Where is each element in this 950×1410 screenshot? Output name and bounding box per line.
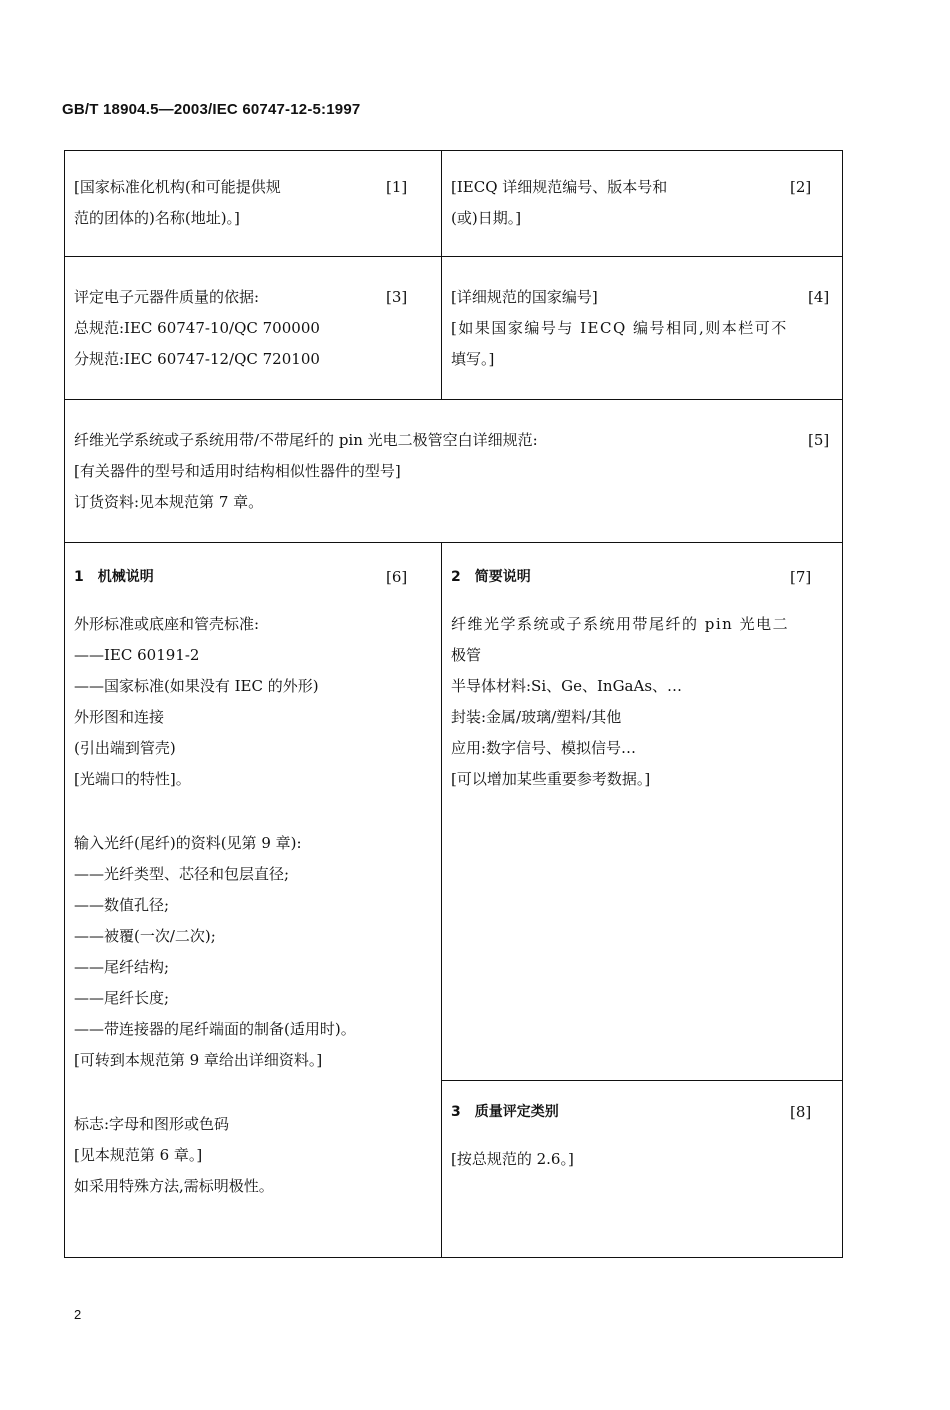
brief-description-block (451, 609, 789, 795)
cell-line: [按总规范的 2.6。] (451, 1150, 574, 1168)
mechanical-outline-block (74, 609, 319, 795)
cell-tag: [2] (790, 178, 812, 196)
cell-line: [可以增加某些重要参考数据。] (451, 770, 651, 788)
section-title-mechanical: 1 机械说明 (74, 569, 154, 585)
cell-tag: [4] (808, 288, 830, 306)
cell-line: 范的团体的)名称(地址)。] (74, 209, 240, 227)
cell-line: [光端口的特性]。 (74, 770, 191, 788)
cell-quality-basis (74, 282, 320, 375)
cell-line: 极管 (451, 646, 482, 664)
cell-line: 评定电子元器件质量的依据: (74, 288, 260, 306)
row-divider (64, 256, 843, 257)
cell-line: (引出端到管壳) (74, 739, 176, 757)
cell-line: ——尾纤结构; (74, 958, 170, 976)
cell-line: 填写。] (451, 350, 495, 368)
document-header: GB/T 18904.5—2003/IEC 60747-12-5:1997 (62, 101, 361, 118)
cell-line: 输入光纤(尾纤)的资料(见第 9 章): (74, 834, 302, 852)
cell-line: ——IEC 60191-2 (74, 646, 200, 664)
cell-line: [有关器件的型号和适用时结构相似性器件的型号] (74, 462, 401, 480)
mechanical-fiber-block (74, 828, 356, 1076)
column-divider (441, 542, 442, 1258)
cell-line: (或)日期。] (451, 209, 522, 227)
section-title-brief: 2 简要说明 (451, 569, 531, 585)
cell-tag: [8] (790, 1103, 812, 1121)
cell-tag: [5] (808, 431, 830, 449)
cell-line: 分规范:IEC 60747-12/QC 720100 (74, 350, 320, 368)
cell-line: 纤维光学系统或子系统用带/不带尾纤的 pin 光电二极管空白详细规范: (74, 431, 538, 449)
cell-line: ——尾纤长度; (74, 989, 170, 1007)
cell-tag: [6] (386, 568, 408, 586)
row-divider (64, 399, 843, 400)
cell-line: 总规范:IEC 60747-10/QC 700000 (74, 319, 320, 337)
cell-line: [详细规范的国家编号] (451, 288, 598, 306)
page-number: 2 (74, 1307, 82, 1322)
cell-line: 订货资料:见本规范第 7 章。 (74, 493, 264, 511)
cell-iecq-number (451, 172, 667, 234)
row-divider (64, 542, 843, 543)
mechanical-marking-block (74, 1109, 274, 1202)
cell-tag: [7] (790, 568, 812, 586)
cell-line: ——数值孔径; (74, 896, 170, 914)
cell-line: 外形图和连接 (74, 708, 165, 726)
section-title-quality: 3 质量评定类别 (451, 1104, 559, 1120)
cell-national-number (451, 282, 788, 375)
cell-line: 封装:金属/玻璃/塑料/其他 (451, 708, 622, 726)
quality-category-block (451, 1144, 574, 1175)
cell-line: 应用:数字信号、模拟信号… (451, 739, 637, 757)
cell-tag: [1] (386, 178, 408, 196)
cell-line: ——被覆(一次/二次); (74, 927, 216, 945)
cell-line: [国家标准化机构(和可能提供规 (74, 178, 281, 196)
cell-national-body (74, 172, 281, 234)
cell-line: ——国家标准(如果没有 IEC 的外形) (74, 677, 319, 695)
cell-line: [如果国家编号与 IECQ 编号相同,则本栏可不 (451, 319, 788, 337)
row-divider (441, 1080, 843, 1081)
cell-line: [IECQ 详细规范编号、版本号和 (451, 178, 668, 196)
cell-blank-spec-title (74, 425, 538, 518)
cell-line: ——带连接器的尾纤端面的制备(适用时)。 (74, 1020, 356, 1038)
cell-line: [见本规范第 6 章。] (74, 1146, 203, 1164)
cell-line: 半导体材料:Si、Ge、InGaAs、… (451, 677, 683, 695)
cell-line: [可转到本规范第 9 章给出详细资料。] (74, 1051, 323, 1069)
column-divider (441, 150, 442, 399)
cell-line: 外形标准或底座和管壳标准: (74, 615, 260, 633)
cell-line: ——光纤类型、芯径和包层直径; (74, 865, 290, 883)
cell-line: 如采用特殊方法,需标明极性。 (74, 1177, 274, 1195)
cell-tag: [3] (386, 288, 408, 306)
cell-line: 标志:字母和图形或色码 (74, 1115, 230, 1133)
cell-line: 纤维光学系统或子系统用带尾纤的 pin 光电二 (451, 615, 790, 633)
